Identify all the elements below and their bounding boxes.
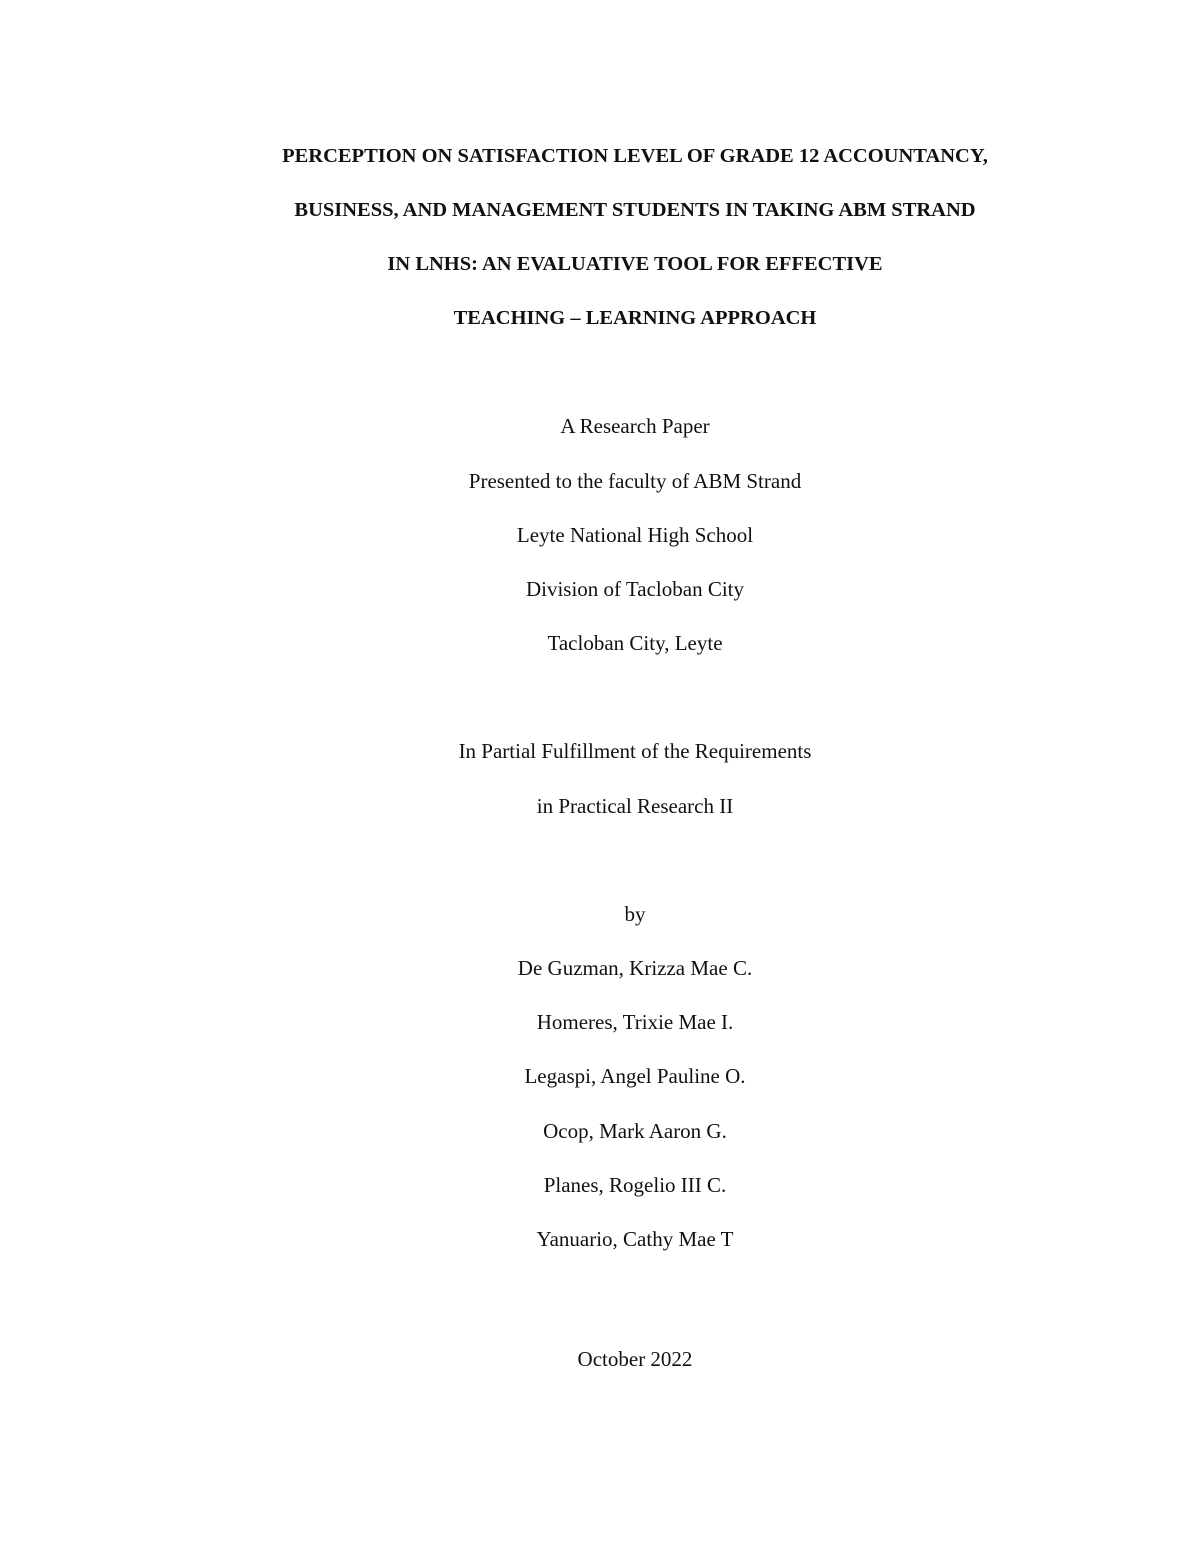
document-type: A Research Paper: [560, 414, 710, 438]
fulfillment-line-2: in Practical Research II: [536, 794, 734, 818]
location: Tacloban City, Leyte: [547, 631, 723, 655]
author-name: De Guzman, Krizza Mae C.: [517, 956, 753, 980]
author-name: Yanuario, Cathy Mae T: [536, 1227, 734, 1251]
author-name: Legaspi, Angel Pauline O.: [524, 1064, 746, 1088]
title-line-2: BUSINESS, AND MANAGEMENT STUDENTS IN TAKING ABM STRAND: [294, 199, 976, 221]
author-name: Homeres, Trixie Mae I.: [536, 1010, 734, 1034]
presented-to: Presented to the faculty of ABM Strand: [468, 469, 802, 493]
title-line-4: TEACHING – LEARNING APPROACH: [453, 307, 817, 329]
division-name: Division of Tacloban City: [525, 577, 745, 601]
author-name: Planes, Rogelio III C.: [543, 1173, 727, 1197]
submission-date: October 2022: [577, 1347, 693, 1371]
fulfillment-line-1: In Partial Fulfillment of the Requirements: [458, 739, 812, 763]
by-label: by: [624, 902, 646, 926]
title-line-1: PERCEPTION ON SATISFACTION LEVEL OF GRADE 12 ACCOUNTANCY,: [282, 145, 988, 167]
school-name: Leyte National High School: [516, 523, 754, 547]
author-name: Ocop, Mark Aaron G.: [543, 1119, 727, 1143]
title-line-3: IN LNHS: AN EVALUATIVE TOOL FOR EFFECTIVE: [387, 253, 883, 275]
